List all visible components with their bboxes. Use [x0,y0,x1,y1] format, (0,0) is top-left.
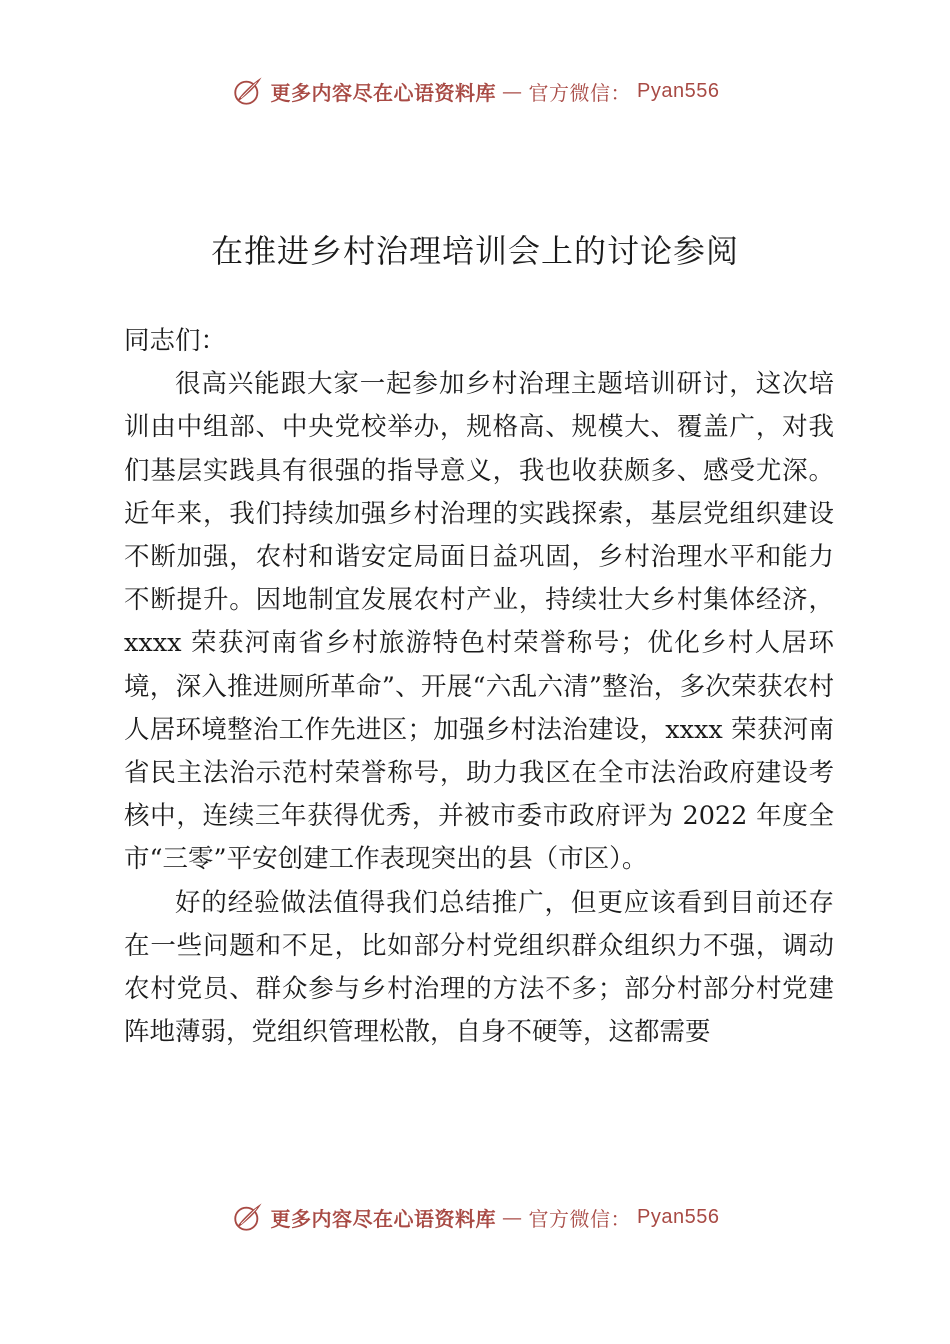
body-paragraph-1: 很高兴能跟大家一起参加乡村治理主题培训研讨，这次培训由中组部、中央党校举办，规格高、规模大、覆盖广，对我们基层实践具有很强的指导意义，我也收获颇多、感受尤深。近年来，我们持续加强乡村治理的实践探索，基层党组织建设不断加强，农村和谐安定局面日益巩固，乡村治理水平和能力不断提升。因地制宜发展农村产业，持续壮大乡村集体经济，xxxx 荣获河南省乡村旅游特色村荣誉称号；优化乡村人居环境，深入推进厕所革命”、开展“六乱六清”整治，多次荣获农村人居环境整治工作先进区；加强乡村法治建设，xxxx 荣获河南省民主法治示范村荣誉称号，助力我区在全市法治政府建设考核中，连续三年获得优秀，并被市委市政府评为 2022 年度全市“三零”平安创建工作表现突出的县（市区）。 [124,369,834,875]
salutation: 同志们： [124,326,227,356]
document-title: 在推进乡村治理培训会上的讨论参阅 [210,232,739,270]
banner-brand-text: 更多内容尽在心语资料库 [270,1206,497,1231]
document-body [124,320,834,1054]
banner-separator: — [502,79,523,103]
quill-pen-logo-icon [231,74,265,108]
quill-pen-logo-icon [231,1200,265,1234]
header-watermark-banner [0,74,950,108]
banner-wechat-id: Pyan556 [637,79,720,102]
banner-wechat-label: 官方微信： [528,1206,632,1231]
body-paragraph-2: 好的经验做法值得我们总结推广，但更应该看到目前还存在一些问题和不足，比如部分村党组织群众组织力不强，调动农村党员、群众参与乡村治理的方法不多；部分村部分村党建阵地薄弱，党组织管理松散，自身不硬等，这都需要 [124,887,834,1048]
banner-separator: — [502,1205,523,1229]
banner-brand-text: 更多内容尽在心语资料库 [270,80,497,105]
banner-wechat-id: Pyan556 [637,1205,720,1228]
banner-wechat-label: 官方微信： [528,80,632,105]
footer-watermark-banner [0,1200,950,1234]
